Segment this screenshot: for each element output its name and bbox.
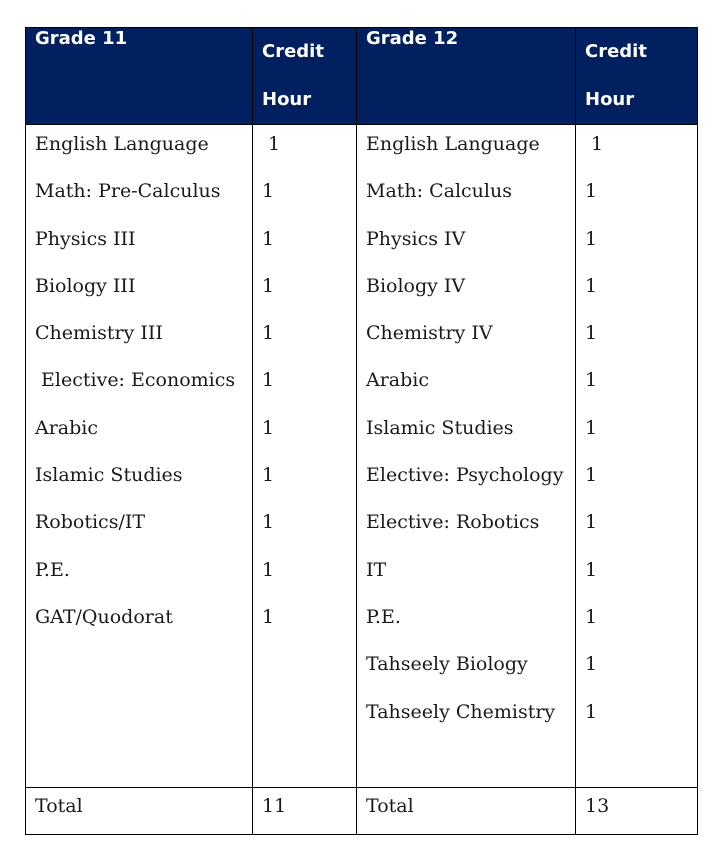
subject-name: Biology IV bbox=[366, 274, 466, 297]
credit-header-line2: Hour bbox=[262, 89, 312, 110]
subject-name: Robotics/IT bbox=[35, 511, 146, 534]
table-header bbox=[26, 28, 698, 125]
subject-name: P.E. bbox=[35, 558, 70, 581]
credit-value: 1 bbox=[585, 653, 598, 676]
subject-name: Biology III bbox=[35, 274, 136, 297]
table-body bbox=[26, 125, 698, 788]
table-row bbox=[26, 125, 698, 788]
subject-name: IT bbox=[366, 558, 387, 581]
credit-value: 1 bbox=[262, 605, 275, 628]
credit-value: 1 bbox=[262, 133, 281, 155]
credit-value: 1 bbox=[585, 227, 598, 250]
subject-name: English Language bbox=[366, 133, 540, 155]
credit-hours-table bbox=[25, 27, 698, 835]
subject-name: Math: Pre-Calculus bbox=[35, 180, 221, 203]
credit-value: 1 bbox=[585, 180, 598, 203]
credit-header-line2: Hour bbox=[585, 89, 635, 110]
grade12-header: Grade 12 bbox=[357, 28, 576, 125]
subject-name: Elective: Psychology bbox=[366, 464, 564, 487]
credit-value: 1 bbox=[262, 464, 275, 487]
subject-name: Physics III bbox=[35, 227, 136, 250]
subject-name: Physics IV bbox=[366, 227, 466, 250]
grade12-subjects-cell bbox=[357, 125, 576, 788]
grade11-credit-header bbox=[253, 28, 357, 125]
grade11-header: Grade 11 bbox=[26, 28, 253, 125]
subject-name: Elective: Economics bbox=[35, 369, 236, 392]
totals-row bbox=[26, 788, 698, 835]
credit-value: 1 bbox=[262, 416, 275, 439]
grade12-credit-header bbox=[576, 28, 698, 125]
subject-name: Arabic bbox=[35, 416, 99, 439]
credit-value: 1 bbox=[262, 274, 275, 297]
table-footer bbox=[26, 788, 698, 835]
credit-value: 1 bbox=[585, 274, 598, 297]
credit-value: 1 bbox=[262, 511, 275, 534]
grade11-subjects-cell bbox=[26, 125, 253, 788]
subject-name: P.E. bbox=[366, 605, 401, 628]
subject-name: Chemistry III bbox=[35, 322, 163, 345]
credit-value: 1 bbox=[585, 511, 598, 534]
grade12-total-label: Total bbox=[357, 788, 576, 835]
credit-value: 1 bbox=[262, 227, 275, 250]
subject-name: Chemistry IV bbox=[366, 322, 493, 345]
credit-header-line1: Credit bbox=[262, 41, 324, 62]
header-row bbox=[26, 28, 698, 125]
credit-value: 1 bbox=[585, 369, 598, 392]
subject-name: English Language bbox=[35, 133, 209, 155]
credit-value: 1 bbox=[585, 322, 598, 345]
credit-value: 1 bbox=[585, 464, 598, 487]
credit-value: 1 bbox=[585, 416, 598, 439]
credit-value: 1 bbox=[585, 700, 598, 723]
credit-value: 1 bbox=[262, 180, 275, 203]
credit-header-line1: Credit bbox=[585, 41, 647, 62]
credit-value: 1 bbox=[585, 133, 604, 155]
subject-name: Islamic Studies bbox=[366, 416, 514, 439]
subject-name: Islamic Studies bbox=[35, 464, 183, 487]
grade12-credits-cell bbox=[576, 125, 698, 788]
credit-value: 1 bbox=[585, 558, 598, 581]
credit-value: 1 bbox=[262, 369, 275, 392]
grade12-total-value: 13 bbox=[576, 788, 698, 835]
credit-value: 1 bbox=[262, 558, 275, 581]
grade11-total-label: Total bbox=[26, 788, 253, 835]
grade11-total-value: 11 bbox=[253, 788, 357, 835]
subject-name: Tahseely Biology bbox=[366, 653, 528, 676]
subject-name: Arabic bbox=[366, 369, 430, 392]
subject-name: Elective: Robotics bbox=[366, 511, 540, 534]
credit-value: 1 bbox=[585, 605, 598, 628]
subject-name: Tahseely Chemistry bbox=[366, 700, 556, 723]
grade11-credits-cell bbox=[253, 125, 357, 788]
subject-name: Math: Calculus bbox=[366, 180, 512, 203]
credit-value: 1 bbox=[262, 322, 275, 345]
subject-name: GAT/Quodorat bbox=[35, 605, 173, 628]
